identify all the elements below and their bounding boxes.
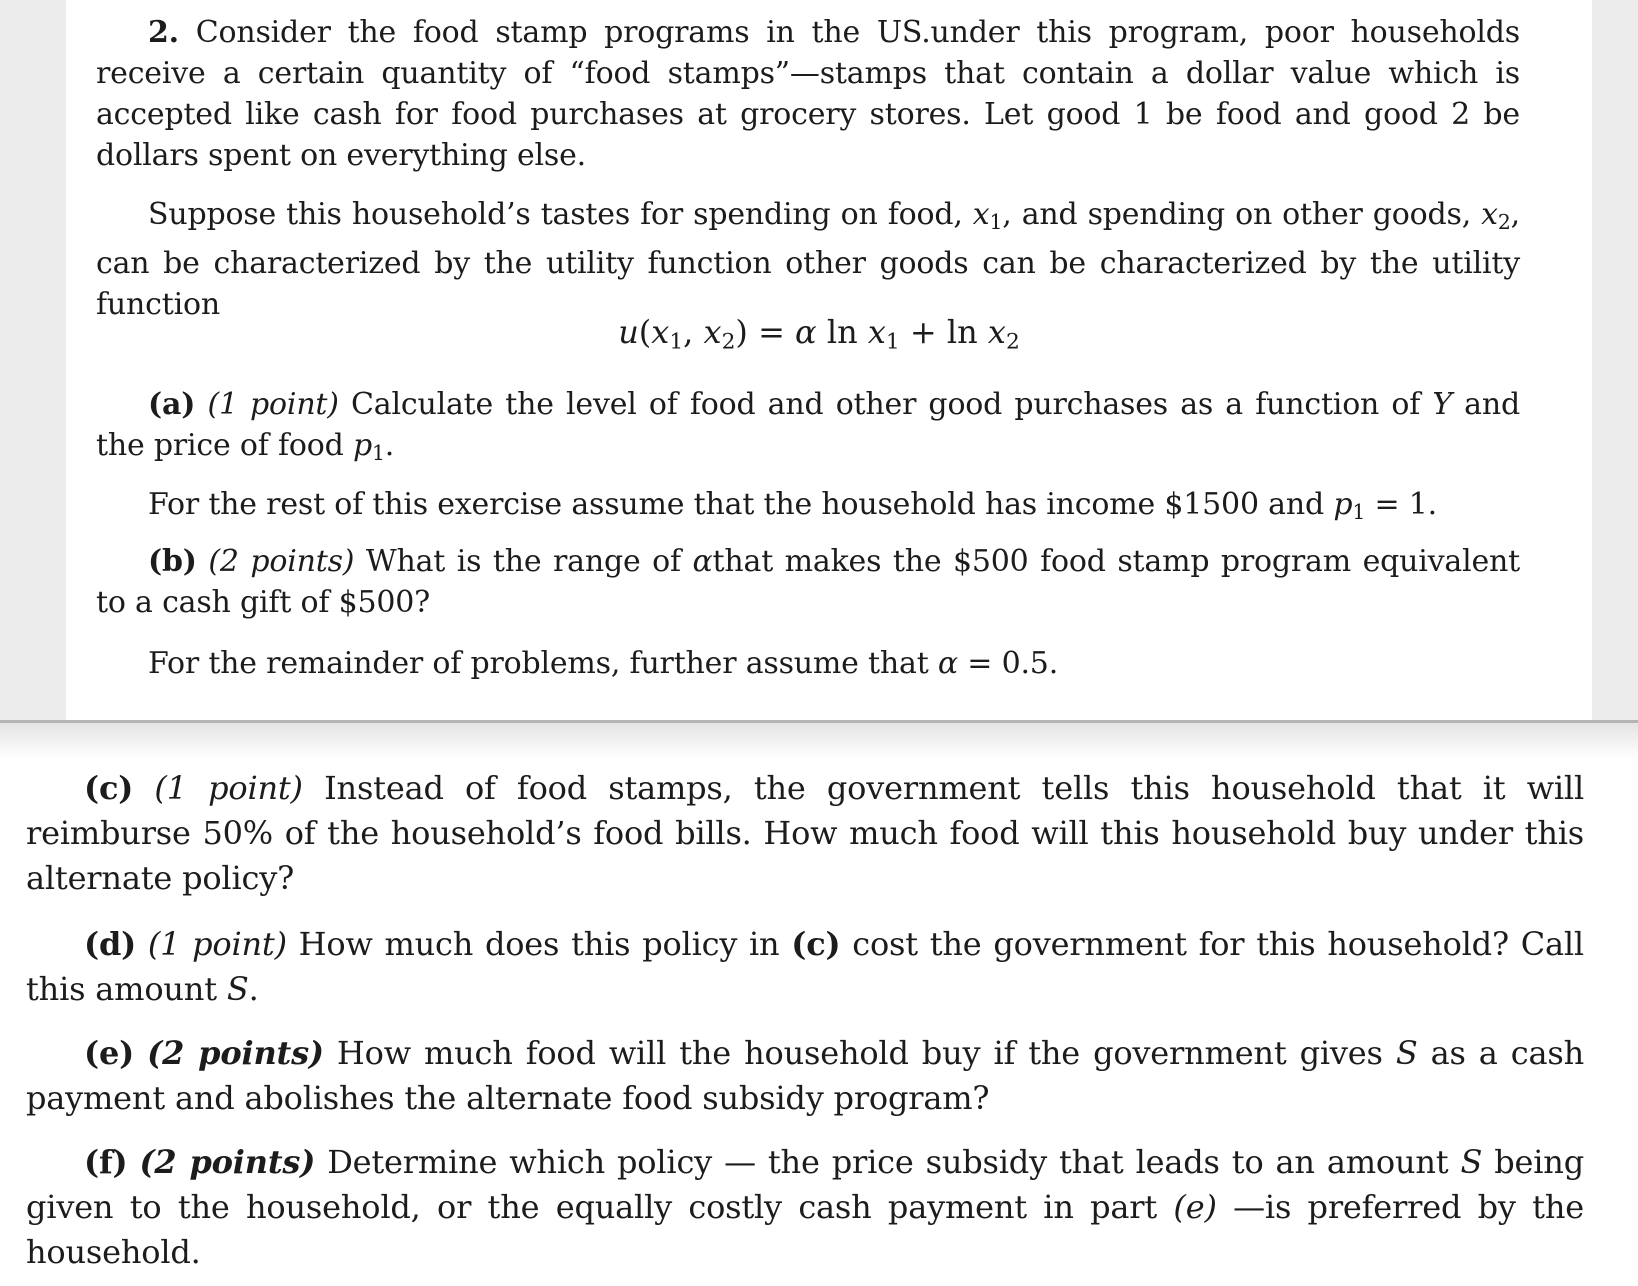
eq-close: ) = bbox=[735, 313, 796, 351]
eq-alpha: α bbox=[795, 313, 817, 351]
part-d-text-2: cost the government for this household? Call this amount bbox=[26, 925, 1584, 1008]
tastes-text-2: , and spending on other goods, bbox=[1002, 197, 1482, 232]
part-a-label: (a) bbox=[148, 387, 196, 422]
sub-2: 2 bbox=[1497, 210, 1511, 235]
var-Y: Y bbox=[1432, 387, 1452, 422]
eq-x2b: x bbox=[987, 313, 1006, 351]
assumption-1-sub: 1 bbox=[1352, 500, 1366, 525]
part-b bbox=[96, 541, 1520, 623]
eq-sub-1: 1 bbox=[669, 329, 684, 355]
eq-sub-2: 2 bbox=[721, 329, 736, 355]
eq-x1b: x bbox=[867, 313, 886, 351]
var-p1: p bbox=[352, 428, 372, 463]
part-e-text-1: How much food will the household buy if the government gives bbox=[323, 1034, 1396, 1072]
eq-plus-ln: + ln bbox=[899, 313, 988, 351]
eq-open: ( bbox=[638, 313, 652, 351]
sub-1: 1 bbox=[989, 210, 1003, 235]
assumption-1-var-p: p bbox=[1333, 487, 1353, 522]
tastes-text-3: , can be characterized by the utility function other goods can be characterized by the utility function bbox=[96, 197, 1520, 323]
assumption-2-alpha: α bbox=[937, 646, 958, 681]
part-f-ref: (e) bbox=[1173, 1188, 1217, 1226]
part-b-alpha: α bbox=[692, 544, 713, 579]
part-c-text: Instead of food stamps, the government tells this household that it will reimburse 50% of the household’s food bills. How much food will this household buy under this alternate policy? bbox=[26, 769, 1585, 897]
part-c-label: (c) bbox=[84, 769, 134, 807]
tastes-text-1: Suppose this household’s tastes for spending on food, bbox=[148, 197, 973, 232]
tastes-paragraph bbox=[96, 194, 1520, 325]
part-e bbox=[26, 1031, 1584, 1121]
var-x2: x bbox=[1481, 197, 1498, 232]
part-b-text-1: What is the range of bbox=[354, 544, 693, 579]
part-d-label: (d) bbox=[84, 925, 137, 963]
assumption-2-text-2: = 0.5. bbox=[957, 646, 1059, 681]
part-a bbox=[96, 384, 1520, 474]
eq-x2: x bbox=[703, 313, 722, 351]
part-a-text-2: and the price of food bbox=[96, 387, 1520, 463]
problem-number: 2. bbox=[148, 15, 179, 50]
part-a-sub: 1 bbox=[371, 441, 385, 466]
part-f-text-1: Determine which policy — the price subsidy that leads to an amount bbox=[315, 1143, 1461, 1181]
part-d bbox=[26, 922, 1584, 1012]
part-e-text-2: as a cash payment and abolishes the alternate food subsidy program? bbox=[26, 1034, 1584, 1117]
part-c bbox=[26, 766, 1584, 901]
assumption-income bbox=[96, 484, 1520, 533]
utility-equation bbox=[0, 312, 1638, 362]
part-b-points: (2 points) bbox=[208, 544, 355, 579]
part-f-var-S: S bbox=[1460, 1143, 1483, 1181]
part-b-text-2: that makes the $500 food stamp program equivalent to a cash gift of $500? bbox=[96, 544, 1521, 620]
eq-ln-1: ln bbox=[816, 313, 868, 351]
part-d-text-1: How much does this policy in bbox=[286, 925, 792, 963]
part-c-points: (1 point) bbox=[154, 769, 303, 807]
part-d-ref: (c) bbox=[791, 925, 841, 963]
part-f-text-3: —is preferred by the household. bbox=[26, 1188, 1584, 1271]
part-f-text-2: being given to the household, or the equally costly cash payment in part bbox=[26, 1143, 1584, 1226]
part-d-var-S: S bbox=[226, 970, 249, 1008]
divider-shadow bbox=[0, 723, 1638, 759]
part-d-points: (1 point) bbox=[147, 925, 287, 963]
eq-sub-1b: 1 bbox=[885, 329, 900, 355]
assumption-2-text-1: For the remainder of problems, further assume that bbox=[148, 646, 938, 681]
part-a-points: (1 point) bbox=[207, 387, 339, 422]
part-e-var-S: S bbox=[1395, 1034, 1418, 1072]
part-a-text-1: Calculate the level of food and other good purchases as a function of bbox=[338, 387, 1433, 422]
problem-intro-text: Consider the food stamp programs in the US.under this program, poor households receive a certain quantity of “food stamps”—stamps that contain a dollar value which is accepted like cash for food purchases at grocery stores. Let good 1 be food and good 2 be dollars spent on everything else. bbox=[96, 15, 1520, 173]
var-x1: x bbox=[972, 197, 990, 232]
eq-x1: x bbox=[651, 313, 670, 351]
assumption-1-text-2: = 1. bbox=[1365, 487, 1437, 522]
problem-intro bbox=[96, 12, 1520, 176]
eq-u: u bbox=[618, 313, 639, 351]
part-a-text-3: . bbox=[384, 428, 395, 463]
assumption-1-text-1: For the rest of this exercise assume that the household has income $1500 and bbox=[148, 487, 1334, 522]
part-e-points: (2 points) bbox=[147, 1034, 324, 1072]
part-f-points: (2 points) bbox=[139, 1143, 316, 1181]
part-e-label: (e) bbox=[84, 1034, 135, 1072]
part-d-text-3: . bbox=[248, 970, 259, 1008]
part-f-label: (f) bbox=[84, 1143, 128, 1181]
assumption-alpha bbox=[96, 643, 1520, 684]
part-f bbox=[26, 1140, 1584, 1275]
eq-sub-2b: 2 bbox=[1005, 329, 1020, 355]
part-b-label: (b) bbox=[148, 544, 197, 579]
eq-comma: , bbox=[683, 313, 704, 351]
